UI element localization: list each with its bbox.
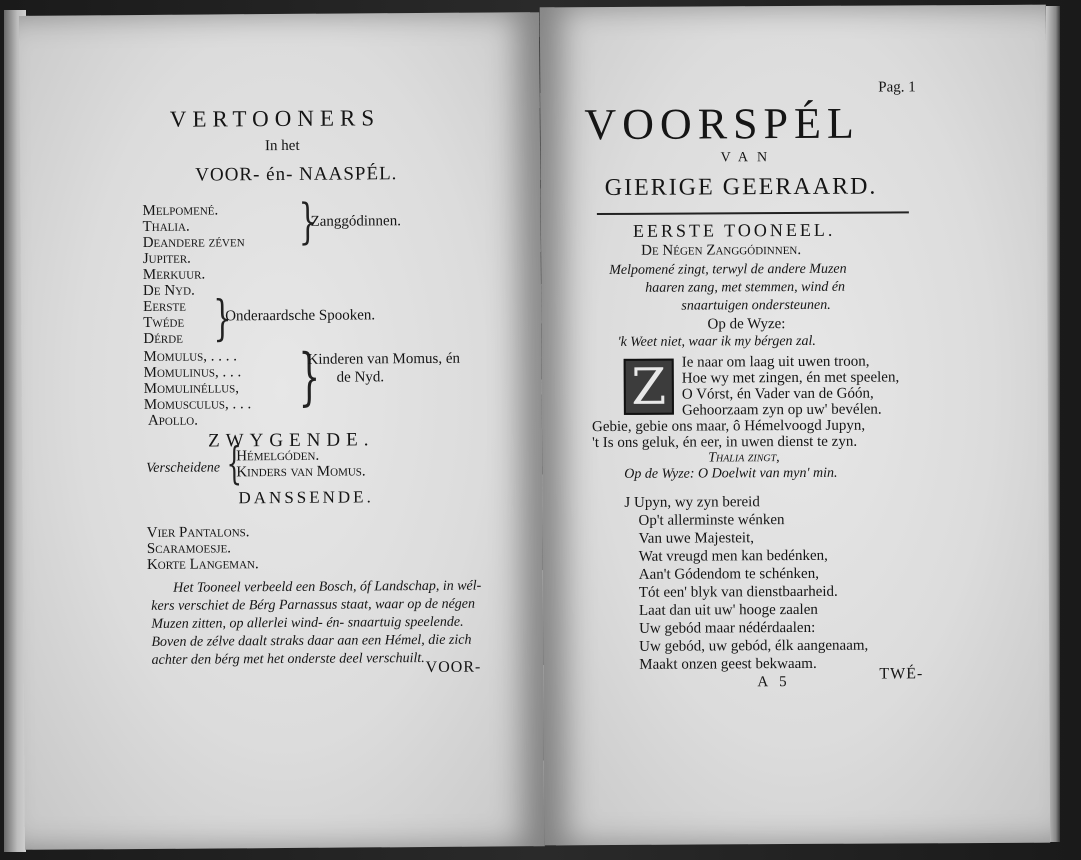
- song2-line-2: Op't allerminste wénken: [638, 512, 785, 529]
- song2-line-5: Aan't Gódendom te schénken,: [638, 565, 819, 583]
- left-play-title: VOOR- én- NAASPÉL.: [195, 163, 398, 186]
- silent-item-gods: Hémelgóden.: [236, 447, 320, 465]
- scene-heading: EERSTE TOONEEL.: [632, 219, 836, 241]
- right-subtitle: GIERIGE GEERAARD.: [604, 173, 878, 201]
- stage-direction-3: snaartuigen ondersteunen.: [681, 297, 831, 314]
- silent-prefix: Verscheidene: [146, 460, 221, 476]
- cast-melpomene: Melpomené.: [142, 202, 219, 219]
- song1-line-6: 't Is ons geluk, én eer, in uwen dienst te zyn.: [592, 433, 858, 452]
- stage-direction-2: haaren zang, met stemmen, wind én: [645, 279, 846, 296]
- cast-group2-label: Onderaardsche Spooken.: [225, 307, 376, 325]
- cast-group3-label-1: Kinderen van Momus, én: [307, 350, 461, 368]
- scene-note-line-5: achter den bérg met het onderste deel verschuilt.: [151, 651, 425, 668]
- cast-momulinus: Momulinus, . . .: [143, 364, 242, 381]
- cast-momulus: Momulus, . . . .: [143, 348, 238, 365]
- song2-line-4: Wat vreugd men kan bedénken,: [638, 547, 828, 565]
- brace-3: }: [298, 339, 321, 413]
- song1-line-5: Gebie, gebie ons maar, ô Hémelvoogd Jupyn,: [591, 417, 866, 436]
- scene-note-line-3: Muzen zitten, op allerlei wind- én- snaartuig speelende.: [151, 614, 464, 632]
- cast-apollo: Apollo.: [147, 412, 199, 429]
- brace-2: }: [213, 290, 232, 347]
- stage-direction-1: Melpomené zingt, terwyl de andere Muzen: [609, 261, 847, 278]
- singer2: Thalia zingt,: [708, 450, 780, 466]
- right-catchword: TWÉ-: [879, 665, 924, 683]
- cast-momusculus: Momusculus, . . .: [143, 396, 252, 413]
- page-number: Pag. 1: [878, 79, 916, 96]
- dancers-heading: DANSSENDE.: [238, 487, 374, 508]
- tune1-label: Op de Wyze:: [707, 316, 786, 333]
- cast-other-seven: Deandere zéven: [142, 234, 245, 251]
- dancer-pantalons: Vier Pantalons.: [146, 524, 250, 541]
- song2-line-9: Uw gebód, uw gebód, élk aangenaam,: [639, 637, 869, 655]
- silent-heading: ZWYGENDE.: [207, 429, 375, 452]
- left-catchword: VOOR-: [425, 658, 482, 677]
- song2-line-3: Van uwe Majesteit,: [638, 530, 755, 547]
- tune1-name: 'k Weet niet, waar ik my bérgen zal.: [617, 333, 816, 350]
- song1-line-1: Ie naar om laag uit uwen troon,: [681, 353, 870, 371]
- cast-group3-label-2: de Nyd.: [336, 369, 385, 386]
- scene-note-line-4: Boven de zélve daalt straks daar aan een Hémel, die zich: [151, 632, 472, 650]
- song1-line-2: Hoe wy met zingen, én met speelen,: [681, 369, 900, 387]
- drop-cap-z: Z: [624, 359, 674, 415]
- signature-mark: A 5: [757, 674, 791, 691]
- cast-group1-label: Zanggódinnen.: [310, 213, 402, 230]
- cast-derde: Dérde: [143, 330, 183, 347]
- scene-note-line-1: Het Tooneel verbeeld een Bosch, óf Landschap, in wél-: [173, 578, 482, 596]
- brace-4: }: [226, 438, 243, 490]
- right-title: VOORSPÉL: [584, 98, 860, 150]
- cast-jupiter: Jupiter.: [142, 250, 191, 267]
- right-page: [540, 5, 1050, 846]
- song2-line-1: J Upyn, wy zyn bereid: [624, 494, 760, 511]
- cast-de-nyd: De Nyd.: [142, 282, 195, 299]
- scene-note-line-2: kers verschiet de Bérg Parnassus staat, waar op de négen: [151, 596, 476, 614]
- title-rule: [597, 211, 909, 215]
- cast-thalia: Thalia.: [142, 218, 190, 235]
- song2-line-10: Maakt onzen geest bekwaam.: [639, 655, 817, 673]
- cast-merkuur: Merkuur.: [142, 266, 206, 283]
- song2-line-8: Uw gebód maar nédérdaalen:: [639, 619, 816, 637]
- dancer-korte-langeman: Korte Langeman.: [146, 556, 259, 573]
- left-subtitle: In het: [264, 137, 300, 155]
- scene-cast: De Négen Zanggódinnen.: [641, 241, 802, 259]
- song2-line-6: Tót een' blyk van dienstbaarheid.: [638, 583, 838, 601]
- song1-line-4: Gehoorzaam zyn op uw' bevélen.: [681, 401, 882, 419]
- dancer-scaramoesje: Scaramoesje.: [146, 540, 232, 557]
- cast-momulinellus: Momulinéllus,: [143, 380, 240, 397]
- brace-1: }: [298, 193, 318, 250]
- left-title: VERTOONERS: [169, 105, 381, 132]
- tune2: Op de Wyze: O Doelwit van myn' min.: [624, 465, 838, 482]
- song2-line-7: Laat dan uit uw' hooge zaalen: [638, 601, 818, 619]
- song1-line-3: O Vórst, én Vader van de Góón,: [681, 385, 874, 403]
- silent-item-children: Kinders van Momus.: [236, 463, 366, 481]
- left-page: [19, 12, 545, 850]
- right-van: VAN: [720, 150, 777, 166]
- cast-eerste: Eerste: [143, 298, 186, 315]
- cast-twede: Twéde: [143, 314, 185, 331]
